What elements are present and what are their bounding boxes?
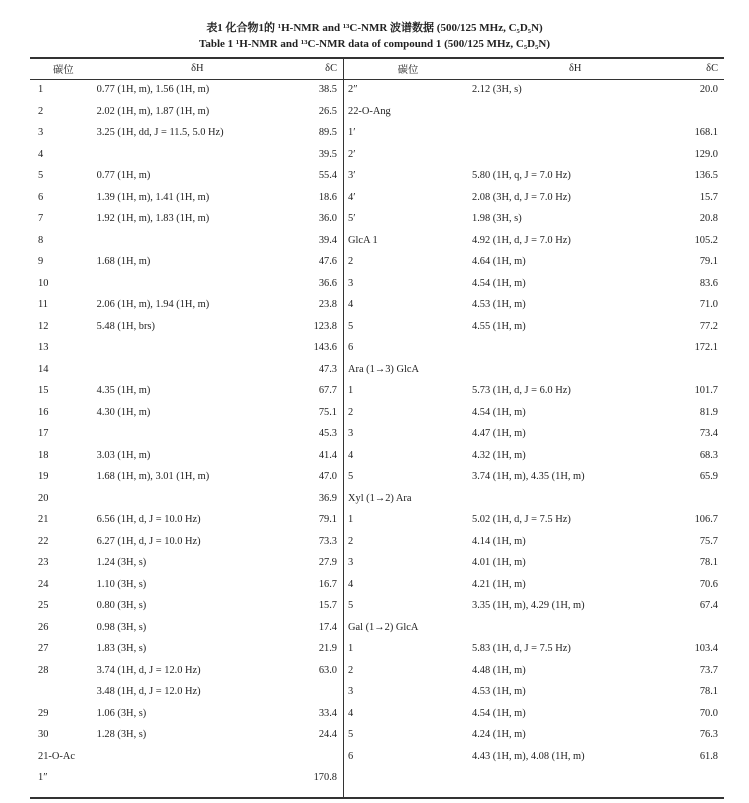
delta-c-cell [678,617,724,639]
position-cell: 2′ [348,148,356,160]
position-cell: Gal (1→2) GlcA [348,621,419,633]
position-cell: 2 [348,535,354,547]
position-cell: 8 [38,234,44,246]
table-row [30,230,343,252]
delta-h-cell: 4.30 (1H, m) [96,406,151,418]
delta-h-cell [472,359,678,381]
position-cell [30,681,97,703]
table-row [344,509,724,531]
delta-h-cell [472,101,678,123]
position-cell: 3 [38,127,44,139]
table-row [30,273,343,295]
table-row [30,294,343,316]
delta-h-cell [472,122,678,144]
position-cell: 4 [348,578,354,590]
delta-c-cell: 20.8 [699,213,718,225]
position-cell: 10 [38,277,49,289]
position-cell: 5 [348,600,354,612]
position-cell: 19 [38,471,49,483]
position-cell: 5 [348,471,354,483]
delta-c-cell: 61.8 [699,750,718,762]
delta-c-cell: 89.5 [318,127,337,139]
nmr-table-right [344,58,724,767]
delta-h-cell: 4.55 (1H, m) [472,320,526,332]
delta-c-cell: 83.6 [699,277,718,289]
delta-h-cell [97,767,298,789]
delta-c-cell: 47.0 [318,471,337,483]
delta-h-cell: 4.43 (1H, m), 4.08 (1H, m) [472,750,585,762]
position-cell: 12 [38,320,49,332]
delta-c-cell: 75.1 [318,406,337,418]
position-cell: 6 [38,191,44,203]
table-row [30,595,343,617]
delta-h-cell [97,488,298,510]
table-body-left [30,79,343,789]
delta-c-cell: 41.4 [318,449,337,461]
table-row [30,724,343,746]
position-cell: 22 [38,535,49,547]
table-row [344,79,724,101]
delta-c-cell: 170.8 [313,772,337,784]
table-row [344,423,724,445]
delta-h-cell: 2.08 (3H, d, J = 7.0 Hz) [472,191,571,203]
delta-h-cell: 4.01 (1H, m) [472,557,526,569]
position-cell: 17 [38,428,49,440]
position-cell: 20 [38,492,49,504]
delta-c-cell: 77.2 [699,320,718,332]
table-row [30,101,343,123]
table-row [344,359,724,381]
table-row [344,638,724,660]
delta-h-cell [97,746,298,768]
delta-h-cell: 1.92 (1H, m), 1.83 (1H, m) [96,213,210,225]
delta-c-cell: 143.6 [313,342,337,354]
table-row [344,531,724,553]
delta-c-cell: 75.7 [699,535,718,547]
delta-h-cell: 1.39 (1H, m), 1.41 (1H, m) [96,191,210,203]
position-cell: 4 [348,707,354,719]
delta-c-cell: 36.6 [318,277,337,289]
position-cell: 1 [38,84,44,96]
delta-c-cell: 17.4 [318,621,337,633]
delta-h-cell: 0.77 (1H, m), 1.56 (1H, m) [96,84,210,96]
delta-c-cell: 73.3 [318,535,337,547]
table-row [30,251,343,273]
delta-h-cell: 4.54 (1H, m) [472,277,526,289]
table-row [30,337,343,359]
header-row [30,58,343,79]
delta-c-cell: 63.0 [318,664,337,676]
delta-c-cell: 33.4 [318,707,337,719]
table-row [30,187,343,209]
delta-h-cell: 3.74 (1H, d, J = 12.0 Hz) [96,664,201,676]
delta-h-cell: 6.56 (1H, d, J = 10.0 Hz) [96,514,201,526]
delta-h-cell: 4.53 (1H, m) [472,299,526,311]
position-cell: 1″ [38,772,48,784]
table-row [344,402,724,424]
delta-h-cell: 3.35 (1H, m), 4.29 (1H, m) [472,600,585,612]
delta-h-cell [97,230,298,252]
delta-h-cell [472,337,678,359]
delta-h-cell: 4.21 (1H, m) [472,578,526,590]
table-row [30,423,343,445]
delta-h-cell: 5.80 (1H, q, J = 7.0 Hz) [472,170,571,182]
position-cell: 30 [38,729,49,741]
delta-h-cell [472,144,678,166]
delta-c-cell: 70.0 [699,707,718,719]
delta-c-cell: 36.9 [318,492,337,504]
table-row [30,122,343,144]
delta-c-cell: 73.7 [699,664,718,676]
table-row [344,466,724,488]
delta-h-cell: 4.53 (1H, m) [472,686,526,698]
position-cell: 3 [348,277,354,289]
header-delta-h: δH [568,63,582,74]
table-row [344,294,724,316]
delta-h-cell: 3.48 (1H, d, J = 12.0 Hz) [96,686,201,698]
table-row [30,79,343,101]
delta-c-cell: 47.6 [318,256,337,268]
table-row [30,703,343,725]
delta-h-cell: 3.25 (1H, dd, J = 11.5, 5.0 Hz) [96,127,224,139]
position-cell: 3 [348,686,354,698]
header-position: 碳位 [52,65,74,76]
delta-h-cell: 4.24 (1H, m) [472,729,526,741]
position-cell: Ara (1→3) GlcA [348,363,419,375]
table-row [30,488,343,510]
delta-c-cell: 78.1 [699,686,718,698]
delta-c-cell: 103.4 [694,643,718,655]
delta-h-cell: 4.48 (1H, m) [472,664,526,676]
delta-h-cell: 1.24 (3H, s) [96,557,147,569]
delta-h-cell: 4.14 (1H, m) [472,535,526,547]
position-cell: 14 [38,363,49,375]
delta-h-cell [97,423,298,445]
delta-h-cell: 3.74 (1H, m), 4.35 (1H, m) [472,471,585,483]
delta-h-cell [472,617,678,639]
delta-h-cell: 2.02 (1H, m), 1.87 (1H, m) [96,105,210,117]
position-cell: 1′ [348,127,356,139]
delta-c-cell: 78.1 [699,557,718,569]
table-row [344,251,724,273]
delta-c-cell: 70.6 [699,578,718,590]
position-cell: GlcA 1 [348,234,378,246]
delta-h-cell [97,144,298,166]
table-row [30,208,343,230]
position-cell: 25 [38,600,49,612]
delta-h-cell: 0.77 (1H, m) [96,170,151,182]
delta-c-cell [678,488,724,510]
position-cell: 15 [38,385,49,397]
position-cell: 9 [38,256,44,268]
table-row [30,402,343,424]
position-cell: 2 [38,105,44,117]
delta-h-cell: 0.98 (3H, s) [96,621,147,633]
table-row [30,660,343,682]
delta-c-cell: 71.0 [699,299,718,311]
position-cell: 6 [348,342,354,354]
table-row [30,681,343,703]
position-cell: 24 [38,578,49,590]
delta-h-cell: 2.06 (1H, m), 1.94 (1H, m) [96,299,210,311]
bottom-rule [30,797,724,799]
table-caption-english: Table 1 ¹H-NMR and ¹³C-NMR data of compound 1 (500/125 MHz, C₅D₅N) [199,38,550,50]
position-cell: 29 [38,707,49,719]
position-cell: 21-O-Ac [38,750,75,762]
delta-c-cell: 16.7 [318,578,337,590]
table-row [344,187,724,209]
position-cell: 23 [38,557,49,569]
table-row [30,767,343,789]
table-row [344,101,724,123]
delta-c-cell: 38.5 [318,84,337,96]
delta-h-cell: 1.06 (3H, s) [96,707,147,719]
delta-h-cell: 0.80 (3H, s) [96,600,147,612]
delta-c-cell: 101.7 [694,385,718,397]
delta-h-cell: 4.54 (1H, m) [472,707,526,719]
table-row [344,208,724,230]
table-row [344,746,724,768]
position-cell: 4 [348,449,354,461]
delta-h-cell: 3.03 (1H, m) [96,449,151,461]
table-row [344,724,724,746]
header-position: 碳位 [397,65,419,76]
table-row [30,746,343,768]
position-cell: 4 [38,148,44,160]
position-cell: 1 [348,514,354,526]
delta-h-cell: 5.73 (1H, d, J = 6.0 Hz) [472,385,571,397]
delta-h-cell: 1.68 (1H, m) [96,256,151,268]
table-row [344,273,724,295]
delta-c-cell: 47.3 [318,363,337,375]
delta-c-cell: 129.0 [694,148,718,160]
delta-c-cell: 20.0 [699,84,718,96]
delta-c-cell: 27.9 [318,557,337,569]
delta-h-cell [97,359,298,381]
position-cell: 3′ [348,170,356,182]
position-cell: 5 [38,170,44,182]
position-cell: 26 [38,621,49,633]
delta-c-cell: 21.9 [318,643,337,655]
delta-c-cell: 81.9 [699,406,718,418]
header-delta-c: δC [706,63,718,74]
table-row [344,144,724,166]
delta-c-cell: 45.3 [318,428,337,440]
table-row [30,380,343,402]
table-row [344,574,724,596]
delta-c-cell: 39.5 [318,148,337,160]
position-cell: 7 [38,213,44,225]
delta-c-cell: 79.1 [699,256,718,268]
position-cell: 21 [38,514,49,526]
table-row [30,165,343,187]
position-cell: 11 [38,299,49,311]
table-row [344,445,724,467]
delta-c-cell: 24.4 [318,729,337,741]
delta-h-cell: 4.35 (1H, m) [96,385,151,397]
delta-c-cell [298,681,343,703]
position-cell: 5′ [348,213,356,225]
delta-h-cell [472,488,678,510]
position-cell: 22-O-Ang [348,105,391,117]
position-cell: 1 [348,385,354,397]
header-row [344,58,724,79]
table-row [30,638,343,660]
delta-c-cell: 79.1 [318,514,337,526]
position-cell: 5 [348,320,354,332]
table-row [344,122,724,144]
delta-c-cell: 73.4 [699,428,718,440]
delta-h-cell: 4.64 (1H, m) [472,256,526,268]
delta-c-cell: 23.8 [318,299,337,311]
delta-h-cell: 4.47 (1H, m) [472,428,526,440]
delta-c-cell: 15.7 [318,600,337,612]
header-delta-c: δC [325,63,337,74]
table-row [30,466,343,488]
table-row [30,316,343,338]
nmr-table-left [30,58,343,789]
delta-c-cell: 123.8 [313,320,337,332]
position-cell: 2 [348,406,354,418]
delta-h-cell: 1.68 (1H, m), 3.01 (1H, m) [96,471,210,483]
table-row [344,617,724,639]
table-row [344,552,724,574]
delta-h-cell: 5.83 (1H, d, J = 7.5 Hz) [472,643,571,655]
table-row [344,165,724,187]
table-row [30,445,343,467]
position-cell: 1 [348,643,354,655]
delta-c-cell: 67.7 [318,385,337,397]
delta-c-cell: 65.9 [699,471,718,483]
delta-c-cell: 67.4 [699,600,718,612]
position-cell: 28 [38,664,49,676]
table-row [344,703,724,725]
delta-c-cell: 136.5 [694,170,718,182]
position-cell: Xyl (1→2) Ara [348,492,412,504]
position-cell: 16 [38,406,49,418]
table-row [30,617,343,639]
header-delta-h: δH [191,63,204,74]
delta-h-cell: 1.10 (3H, s) [96,578,147,590]
delta-h-cell: 1.83 (3H, s) [96,643,147,655]
delta-h-cell: 5.02 (1H, d, J = 7.5 Hz) [472,514,571,526]
position-cell: 2 [348,256,354,268]
table-row [344,316,724,338]
position-cell: 2″ [348,84,358,96]
delta-h-cell: 6.27 (1H, d, J = 10.0 Hz) [96,535,201,547]
delta-c-cell: 76.3 [699,729,718,741]
delta-c-cell [678,359,724,381]
position-cell: 3 [348,557,354,569]
delta-h-cell: 4.54 (1H, m) [472,406,526,418]
position-cell: 3 [348,428,354,440]
delta-h-cell: 1.98 (3H, s) [472,213,522,225]
position-cell: 2 [348,664,354,676]
delta-h-cell [97,273,298,295]
table-row [30,509,343,531]
table-caption-chinese: 表1 化合物1的 ¹H-NMR and ¹³C-NMR 波谱数据 (500/125 MHz, C₅D₅N) [206,22,543,34]
delta-c-cell: 105.2 [694,234,718,246]
table-row [30,552,343,574]
table-row [344,230,724,252]
delta-c-cell: 172.1 [694,342,718,354]
table-row [344,488,724,510]
table-row [30,574,343,596]
delta-c-cell: 106.7 [694,514,718,526]
position-cell: 27 [38,643,49,655]
table-row [344,337,724,359]
delta-c-cell: 168.1 [694,127,718,139]
delta-c-cell: 68.3 [699,449,718,461]
position-cell: 13 [38,342,49,354]
delta-c-cell: 26.5 [318,105,337,117]
table-row [30,144,343,166]
delta-h-cell: 1.28 (3H, s) [96,729,147,741]
table-body-right [344,79,724,767]
delta-c-cell: 15.7 [699,191,718,203]
delta-c-cell [298,746,343,768]
delta-h-cell [97,337,298,359]
table-row [344,380,724,402]
delta-h-cell: 4.32 (1H, m) [472,449,526,461]
position-cell: 4 [348,299,354,311]
position-cell: 18 [38,449,49,461]
position-cell: 6 [348,750,354,762]
table-row [344,681,724,703]
delta-c-cell: 18.6 [318,191,337,203]
delta-c-cell: 55.4 [318,170,337,182]
delta-h-cell: 2.12 (3H, s) [472,84,522,96]
table-row [344,660,724,682]
table-row [30,531,343,553]
position-cell: 4′ [348,191,356,203]
delta-c-cell: 39.4 [318,234,337,246]
delta-h-cell: 5.48 (1H, brs) [96,320,155,332]
delta-h-cell: 4.92 (1H, d, J = 7.0 Hz) [472,234,571,246]
delta-c-cell [678,101,724,123]
position-cell: 5 [348,729,354,741]
table-row [344,595,724,617]
delta-c-cell: 36.0 [318,213,337,225]
table-row [30,359,343,381]
